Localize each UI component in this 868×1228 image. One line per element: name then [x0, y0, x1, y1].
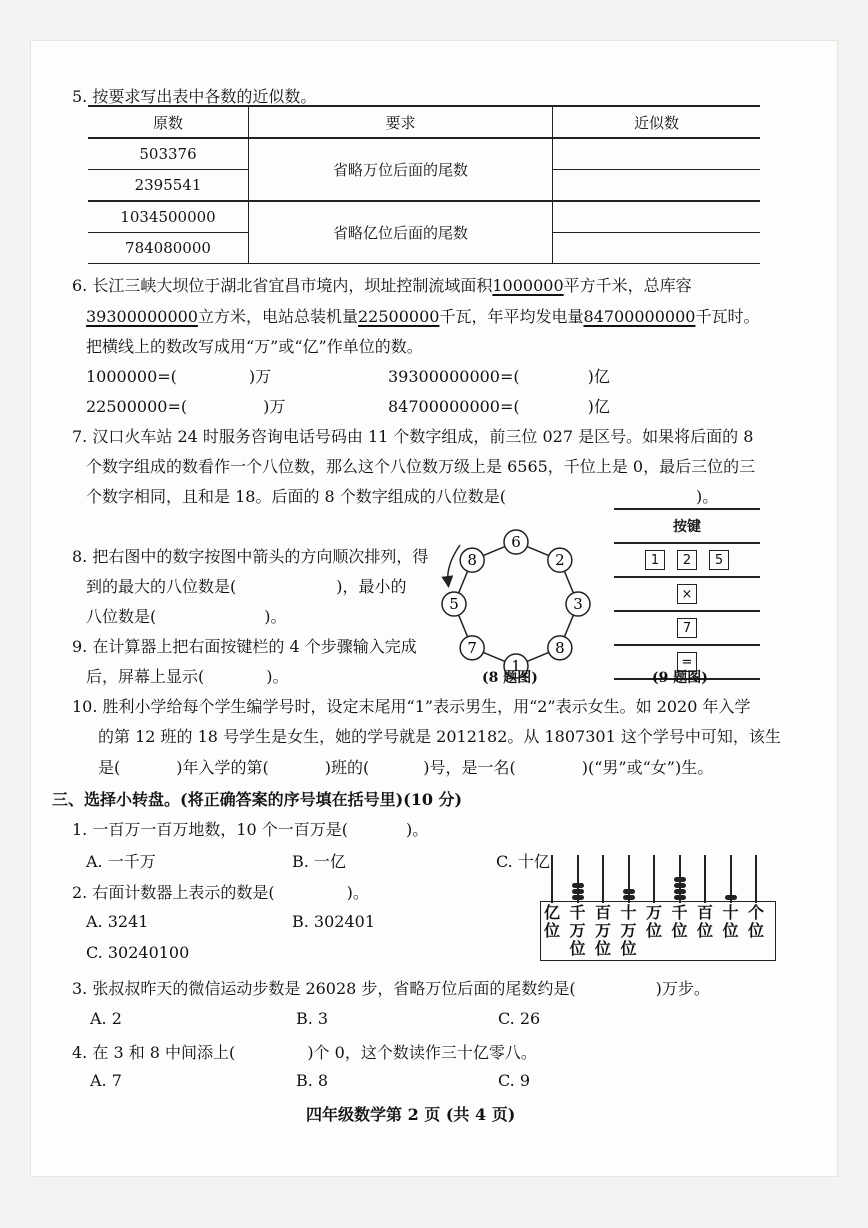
q8-line1: 8. 把右图中的数字按图中箭头的方向顺次排列，得 [72, 547, 429, 566]
abacus-place-label: 十 位 [722, 903, 739, 940]
ring-connector [483, 547, 505, 556]
option[interactable]: A. 3241 [86, 912, 149, 931]
underlined-number: 1000000 [492, 276, 564, 295]
abacus-bead [674, 877, 686, 882]
abacus-bead [725, 895, 737, 900]
ring-connector [564, 571, 573, 593]
key-7: 7 [677, 618, 697, 638]
abacus-place-label: 百 万 位 [594, 903, 611, 958]
approx-table [88, 105, 760, 264]
abacus-bead [674, 883, 686, 888]
underlined-number: 84700000000 [583, 307, 696, 326]
q8-circle-diagram [438, 520, 598, 690]
q8-line2[interactable]: 到的最大的八位数是( )，最小的 [86, 577, 407, 596]
abacus-rod [602, 855, 604, 903]
digit-label: 1 [511, 657, 521, 675]
key-2: 2 [677, 550, 697, 570]
abacus-rod [551, 855, 553, 903]
option[interactable]: C. 9 [498, 1071, 531, 1090]
table-cell-requirement: 省略万位后面的尾数 [249, 138, 553, 201]
q7-line2: 个数字组成的数看作一个八位数，那么这个八位数万级上是 6565，千位上是 0，最后三位的三 [86, 457, 756, 476]
key-1: 1 [645, 550, 665, 570]
q7-line3[interactable]: 个数字相同，且和是 18。后面的 8 个数字组成的八位数是( )。 [86, 487, 719, 506]
col-header-approx: 近似数 [553, 106, 761, 138]
abacus-place-label: 千 万 位 [569, 903, 586, 958]
q6-answer-1[interactable]: 1000000=( )万 [86, 367, 272, 386]
key-equals: = [677, 652, 697, 672]
digit-label: 3 [573, 595, 583, 613]
abacus-bead [674, 889, 686, 894]
q6-answer-4[interactable]: 84700000000=( )亿 [388, 397, 610, 416]
option[interactable]: A. 7 [90, 1071, 122, 1090]
ring-connector [527, 547, 549, 556]
direction-arrow-icon [448, 545, 460, 582]
ring-connector [459, 571, 468, 593]
col-header-requirement: 要求 [249, 106, 553, 138]
digit-label: 5 [449, 595, 459, 613]
q6-line1: 6. 长江三峡大坝位于湖北省宜昌市境内，坝址控制流域面积1000000平方千米，总库容 [72, 276, 692, 295]
option[interactable]: C. 30240100 [86, 943, 190, 962]
table-cell-number: 2395541 [88, 170, 249, 202]
abacus-place-label: 百 位 [696, 903, 713, 940]
q10-line2: 的第 12 班的 18 号学生是女生，她的学号就是 2012182。从 1807301 这个学号中可知，该生 [98, 727, 781, 746]
q9-line2[interactable]: 后，屏幕上显示( )。 [86, 667, 289, 686]
page-footer: 四年级数学第 2 页 (共 4 页) [306, 1105, 516, 1124]
abacus-bead [623, 895, 635, 900]
q6-answer-2[interactable]: 39300000000=( )亿 [388, 367, 610, 386]
underlined-number: 39300000000 [86, 307, 198, 326]
table-cell-number: 503376 [88, 138, 249, 170]
ring-connector [459, 615, 468, 637]
q6-line3: 把横线上的数改写成用“万”或“亿”作单位的数。 [86, 337, 423, 356]
abacus-rod [704, 855, 706, 903]
s3-q3[interactable]: 3. 张叔叔昨天的微信运动步数是 26028 步，省略万位后面的尾数约是( )万步。 [72, 979, 710, 998]
table-cell-requirement: 省略亿位后面的尾数 [249, 201, 553, 264]
table-cell-number: 1034500000 [88, 201, 249, 233]
key-5: 5 [709, 550, 729, 570]
q6-line2: 39300000000立方米，电站总装机量22500000千瓦，年平均发电量84700000000千瓦时。 [86, 307, 760, 326]
answer-cell[interactable] [553, 201, 761, 233]
q8-caption: (8 题图) [482, 670, 538, 686]
abacus-place-label: 十 万 位 [620, 903, 637, 958]
abacus-place-label: 千 位 [671, 903, 688, 940]
key-multiply: × [677, 584, 697, 604]
option[interactable]: B. 3 [296, 1009, 329, 1028]
q8-line3[interactable]: 八位数是( )。 [86, 607, 287, 626]
option[interactable]: A. 2 [90, 1009, 122, 1028]
keys-label: 按键 [673, 519, 701, 535]
answer-cell[interactable] [553, 138, 761, 170]
digit-label: 8 [467, 551, 477, 570]
abacus-rod [755, 855, 757, 903]
abacus-place-label: 万 位 [645, 903, 662, 940]
s3-q4[interactable]: 4. 在 3 和 8 中间添上( )个 0，这个数读作三十亿零八。 [72, 1043, 537, 1062]
answer-cell[interactable] [553, 233, 761, 264]
ring-connector [483, 652, 505, 661]
s3-q2[interactable]: 2. 右面计数器上表示的数是( )。 [72, 883, 369, 902]
abacus-bead [572, 895, 584, 900]
s3-q1[interactable]: 1. 一百万一百万地数，10 个一百万是( )。 [72, 820, 429, 839]
q5-title: 5. 按要求写出表中各数的近似数。 [72, 87, 317, 106]
abacus-bead [674, 895, 686, 900]
option[interactable]: B. 302401 [292, 912, 376, 931]
abacus-bead [572, 889, 584, 894]
table-cell-number: 784080000 [88, 233, 249, 264]
q7-line1: 7. 汉口火车站 24 时服务咨询电话号码由 11 个数字组成，前三位 027 是区号。如果将后面的 8 [72, 427, 754, 446]
option[interactable]: C. 十亿 [496, 852, 550, 871]
option[interactable]: A. 一千万 [86, 852, 156, 871]
digit-label: 2 [555, 551, 565, 570]
abacus-place-label: 个 位 [747, 903, 764, 940]
q9-line1: 9. 在计算器上把右面按键栏的 4 个步骤输入完成 [72, 637, 417, 656]
answer-cell[interactable] [553, 170, 761, 202]
abacus-counter [540, 855, 776, 963]
ring-connector [527, 652, 549, 661]
option[interactable]: C. 26 [498, 1009, 541, 1028]
abacus-rod [653, 855, 655, 903]
digit-label: 7 [467, 638, 477, 657]
q6-answer-3[interactable]: 22500000=( )万 [86, 397, 286, 416]
q10-line3[interactable]: 是( )年入学的第( )班的( )号，是一名( )(“男”或“女”)生。 [98, 758, 714, 777]
abacus-place-label: 亿 位 [543, 903, 560, 940]
col-header-original: 原数 [88, 106, 249, 138]
abacus-bead [572, 883, 584, 888]
q10-line1: 10. 胜利小学给每个学生编学号时，设定末尾用“1”表示男生，用“2”表示女生。如 2020 年入学 [72, 697, 751, 716]
option[interactable]: B. 一亿 [292, 852, 346, 871]
section3-title: 三、选择小转盘。(将正确答案的序号填在括号里)(10 分) [52, 790, 463, 809]
digit-label: 8 [555, 638, 565, 657]
q9-keys-panel [614, 508, 760, 680]
q9-caption: (9 题图) [652, 670, 708, 686]
digit-label: 6 [511, 533, 521, 551]
underlined-number: 22500000 [358, 307, 440, 326]
ring-connector [564, 615, 573, 637]
option[interactable]: B. 8 [296, 1071, 329, 1090]
abacus-bead [623, 889, 635, 894]
